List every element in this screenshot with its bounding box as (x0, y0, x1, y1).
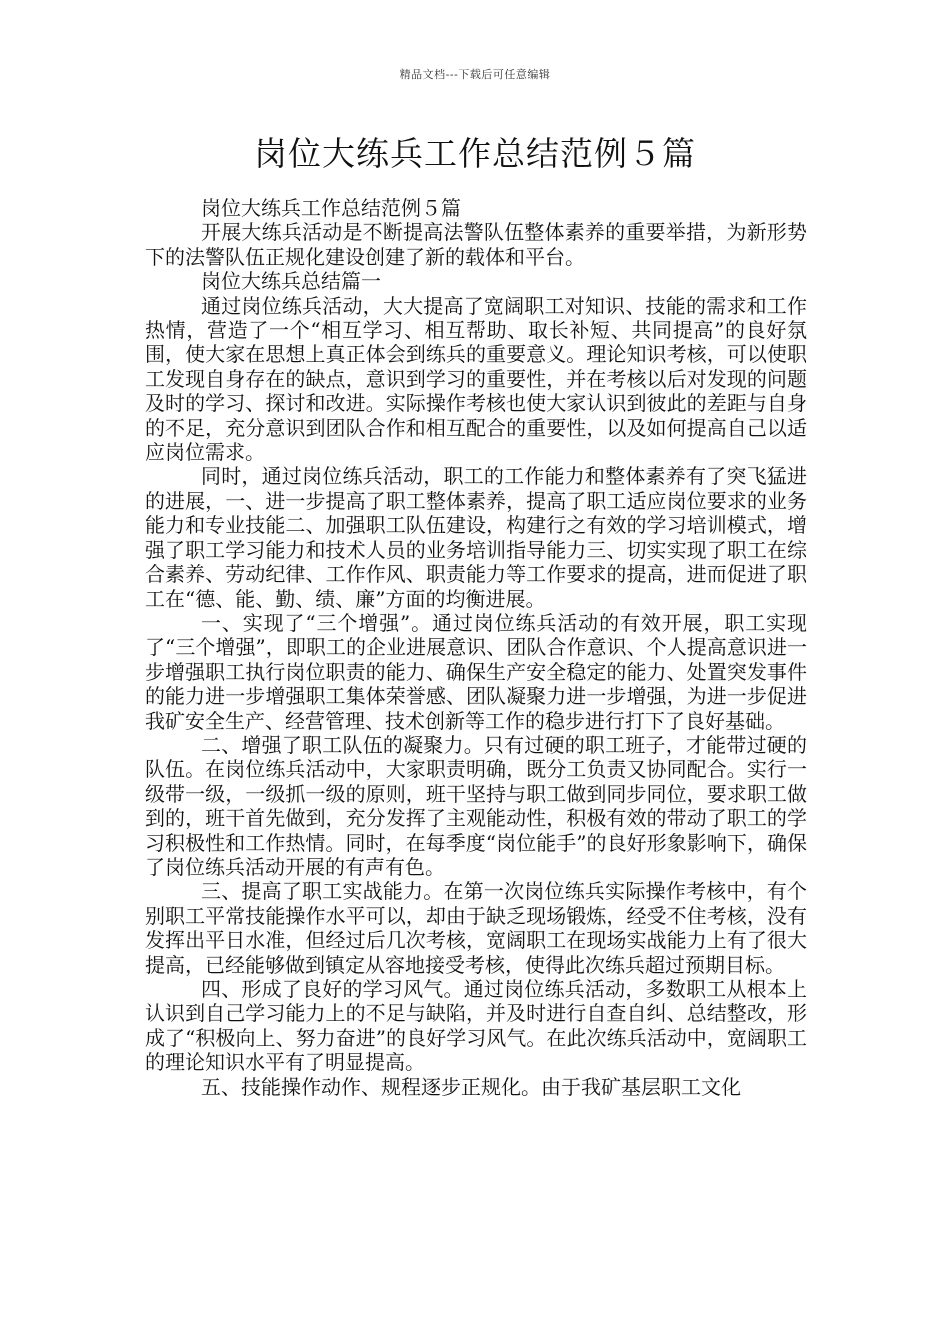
body-paragraph: 三、提高了职工实战能力。在第一次岗位练兵实际操作考核中，有个别职工平常技能操作水平可以，却由于缺乏现场锻炼，经受不住考核，没有发挥出平日水准，但经过后几次考核，宽阔职工在现场实战能力上有了很大提高，已经能够做到镇定从容地接受考核，使得此次练兵超过预期目标。 (145, 879, 807, 977)
header-note: 精品文档---下载后可任意编辑 (399, 68, 551, 81)
body-paragraph: 五、技能操作动作、规程逐步正规化。由于我矿基层职工文化 (201, 1074, 741, 1099)
body-paragraph: 四、形成了良好的学习风气。通过岗位练兵活动，多数职工从根本上认识到自己学习能力上的不足与缺陷，并及时进行自查自纠、总结整改，形成了“积极向上、努力奋进”的良好学习风气。在此次练兵活动中，宽阔职工的理论知识水平有了明显提高。 (145, 977, 807, 1075)
document-title: 岗位大练兵工作总结范例５篇 (254, 134, 696, 173)
body-paragraph: 通过岗位练兵活动，大大提高了宽阔职工对知识、技能的需求和工作热情，营造了一个“相互学习、相互帮助、取长补短、共同提高”的良好氛围，使大家在思想上真正体会到练兵的重要意义。理论知识考核，可以使职工发现自身存在的缺点，意识到学习的重要性，并在考核以后对发现的问题及时的学习、探讨和改进。实际操作考核也使大家认识到彼此的差距与自身的不足，充分意识到团队合作和相互配合的重要性，以及如何提高自己以适应岗位需求。 (145, 293, 807, 465)
intro-paragraph: 开展大练兵活动是不断提高法警队伍整体素养的重要举措，为新形势下的法警队伍正规化建设创建了新的载体和平台。 (145, 220, 807, 269)
section-heading: 岗位大练兵总结篇一 (201, 269, 381, 294)
document-body (145, 196, 807, 1099)
subtitle-paragraph: 岗位大练兵工作总结范例５篇 (201, 196, 461, 220)
body-paragraph: 一、实现了“三个增强”。通过岗位练兵活动的有效开展，职工实现了“三个增强”，即职工的企业进展意识、团队合作意识、个人提高意识进一步增强职工执行岗位职责的能力、确保生产安全稳定的能力、处置突发事件的能力进一步增强职工集体荣誉感、团队凝聚力进一步增强，为进一步促进我矿安全生产、经营管理、技术创新等工作的稳步进行打下了良好基础。 (145, 610, 807, 733)
body-paragraph: 同时，通过岗位练兵活动，职工的工作能力和整体素养有了突飞猛进的进展，一、进一步提高了职工整体素养，提高了职工适应岗位要求的业务能力和专业技能二、加强职工队伍建设，构建行之有效的学习培训模式，增强了职工学习能力和技术人员的业务培训指导能力三、切实实现了职工在综合素养、劳动纪律、工作作风、职责能力等工作要求的提高，进而促进了职工在“德、能、勤、绩、廉”方面的均衡进展。 (145, 464, 807, 611)
body-paragraph: 二、增强了职工队伍的凝聚力。只有过硬的职工班子，才能带过硬的队伍。在岗位练兵活动中，大家职责明确，既分工负责又协同配合。实行一级带一级，一级抓一级的原则，班干坚持与职工做到同步同位，要求职工做到的，班干首先做到，充分发挥了主观能动性，积极有效的带动了职工的学习积极性和工作热情。同时，在每季度“岗位能手”的良好形象影响下，确保了岗位练兵活动开展的有声有色。 (145, 732, 807, 879)
